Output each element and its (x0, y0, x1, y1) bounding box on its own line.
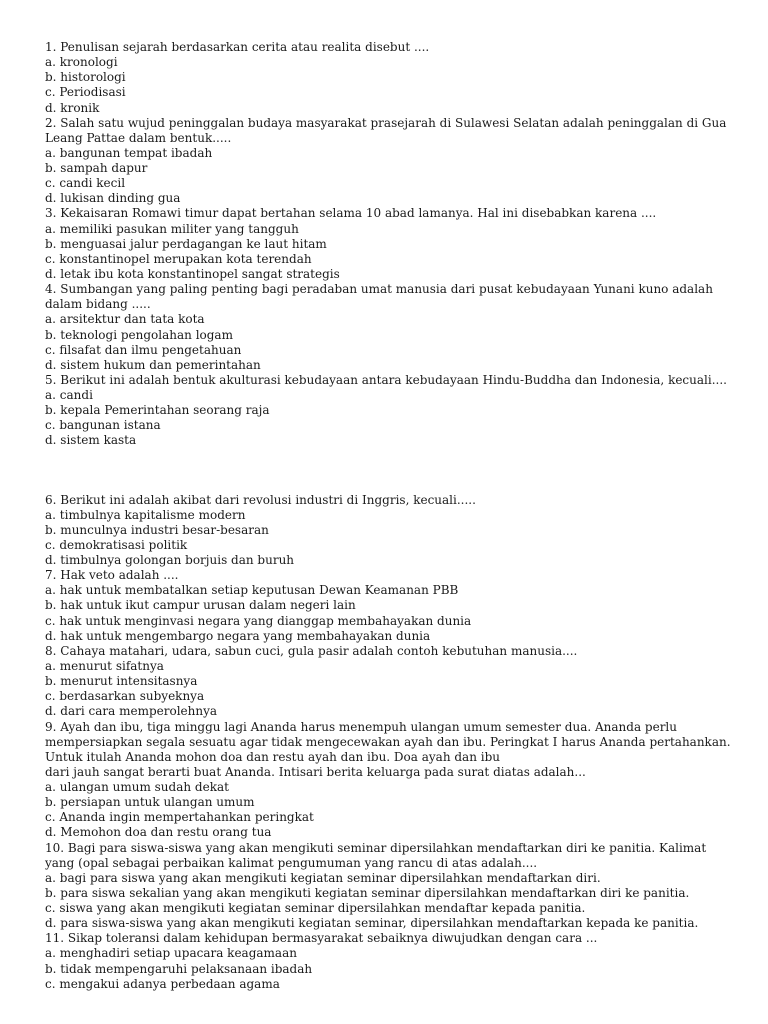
text-line: b. historologi (45, 70, 126, 85)
text-line: a. arsitektur dan tata kota (45, 312, 205, 327)
text-line: d. kronik (45, 100, 100, 115)
text-line: d. timbulnya golongan borjuis dan buruh (45, 553, 295, 567)
text-line: a. bagi para siswa yang akan mengikuti kegiatan seminar dipersilahkan mendaftarkan diri. (45, 870, 601, 885)
text-line: Leang Pattae dalam bentuk..... (45, 130, 232, 145)
text-line: Untuk itulah Ananda mohon doa dan restu ayah dan ibu. Doa ayah dan ibu (45, 749, 501, 764)
text-line: b. sampah dapur (45, 161, 148, 175)
text-line: c. berdasarkan subyeknya (45, 689, 205, 704)
text-line: a. hak untuk membatalkan setiap keputusan Dewan Keamanan PBB (45, 583, 459, 598)
text-line: a. menurut sifatnya (45, 658, 164, 673)
text-line: b. teknologi pengolahan logam (45, 327, 233, 342)
text-line: a. ulangan umum sudah dekat (45, 780, 229, 794)
question-line: 4. Sumbangan yang paling penting bagi peradaban umat manusia dari pusat kebudayaan Yunani kuno adalah (45, 282, 713, 297)
text-line: c. candi kecil (45, 176, 126, 191)
text-line: c. konstantinopel merupakan kota terendah (45, 251, 312, 266)
question-line: 9. Ayah dan ibu, tiga minggu lagi Ananda harus menempuh ulangan umum semester dua. Ananda perlu (45, 719, 677, 734)
text-line: c. filsafat dan ilmu pengetahuan (45, 342, 242, 357)
text-line: b. hak untuk ikut campur urusan dalam negeri lain (45, 598, 356, 613)
text-line: b. para siswa sekalian yang akan mengikuti kegiatan seminar dipersilahkan mendaftarkan diri ke panitia. (45, 885, 690, 900)
text-line: a. kronologi (45, 55, 118, 70)
question-line: 7. Hak veto adalah .... (45, 568, 179, 583)
text-line: c. bangunan istana (45, 418, 161, 433)
text-line: dalam bidang ..... (45, 297, 151, 312)
text-line: yang (opal sebagai perbaikan kalimat pengumuman yang rancu di atas adalah.... (45, 855, 538, 870)
text-line: mempersiapkan segala sesuatu agar tidak mengecewakan ayah dan ibu. Peringkat I harus Ananda pertahankan. (45, 734, 731, 749)
text-line: a. candi (45, 388, 93, 402)
text-line: a. menghadiri setiap upacara keagamaan (45, 946, 297, 961)
text-line: b. munculnya industri besar-besaran (45, 522, 269, 537)
text-line: dari jauh sangat berarti buat Ananda. Intisari berita keluarga pada surat diatas adalah... (45, 764, 586, 779)
text-line: c. mengakui adanya perbedaan agama (45, 976, 280, 991)
question-line: 6. Berikut ini adalah akibat dari revolusi industri di Inggris, kecuali..... (45, 492, 476, 507)
question-line: 5. Berikut ini adalah bentuk akulturasi kebudayaan antara kebudayaan Hindu-Buddha dan Indonesia, kecuali.... (45, 372, 727, 387)
text-line: d. para siswa-siswa yang akan mengikuti kegiatan seminar, dipersilahkan mendaftarkan kepada ke panitia. (45, 916, 699, 931)
text-line: a. timbulnya kapitalisme modern (45, 507, 246, 522)
text-line: d. dari cara memperolehnya (45, 704, 218, 719)
text-line: b. tidak mempengaruhi pelaksanaan ibadah (45, 961, 313, 976)
text-line: c. Periodisasi (45, 85, 126, 100)
text-line: d. letak ibu kota konstantinopel sangat strategis (45, 267, 340, 281)
text-line: c. demokratisasi politik (45, 537, 188, 552)
text-line: a. bangunan tempat ibadah (45, 145, 213, 160)
text-line: c. hak untuk menginvasi negara yang dianggap membahayakan dunia (45, 613, 472, 628)
question-line: 8. Cahaya matahari, udara, sabun cuci, gula pasir adalah contoh kebutuhan manusia.... (45, 643, 578, 658)
text-line: d. sistem hukum dan pemerintahan (45, 357, 261, 372)
text-line: c. siswa yang akan mengikuti kegiatan seminar dipersilahkan mendaftar kepada panitia. (45, 901, 586, 915)
question-line: 1. Penulisan sejarah berdasarkan cerita atau realita disebut .... (45, 40, 430, 54)
question-line: 2. Salah satu wujud peninggalan budaya masyarakat prasejarah di Sulawesi Selatan adalah peninggalan di Gua (45, 115, 727, 130)
question-line: 11. Sikap toleransi dalam kehidupan bermasyarakat sebaiknya diwujudkan dengan cara ... (45, 931, 598, 946)
question-line: 3. Kekaisaran Romawi timur dapat bertahan selama 10 abad lamanya. Hal ini disebabkan karena .... (45, 206, 657, 221)
text-line: a. memiliki pasukan militer yang tangguh (45, 221, 299, 236)
text-line: d. lukisan dinding gua (45, 191, 181, 206)
text-line: d. sistem kasta (45, 433, 137, 448)
text-line: d. hak untuk mengembargo negara yang membahayakan dunia (45, 628, 431, 643)
text-line: b. persiapan untuk ulangan umum (45, 795, 255, 810)
text-line: b. menurut intensitasnya (45, 674, 198, 689)
text-line: b. menguasai jalur perdagangan ke laut hitam (45, 236, 327, 251)
text-line: d. Memohon doa dan restu orang tua (45, 825, 272, 840)
text-line: b. kepala Pemerintahan seorang raja (45, 403, 270, 418)
question-line: 10. Bagi para siswa-siswa yang akan mengikuti seminar dipersilahkan mendaftarkan diri ke panitia. Kalimat (45, 840, 707, 855)
text-line: c. Ananda ingin mempertahankan peringkat (45, 810, 314, 825)
